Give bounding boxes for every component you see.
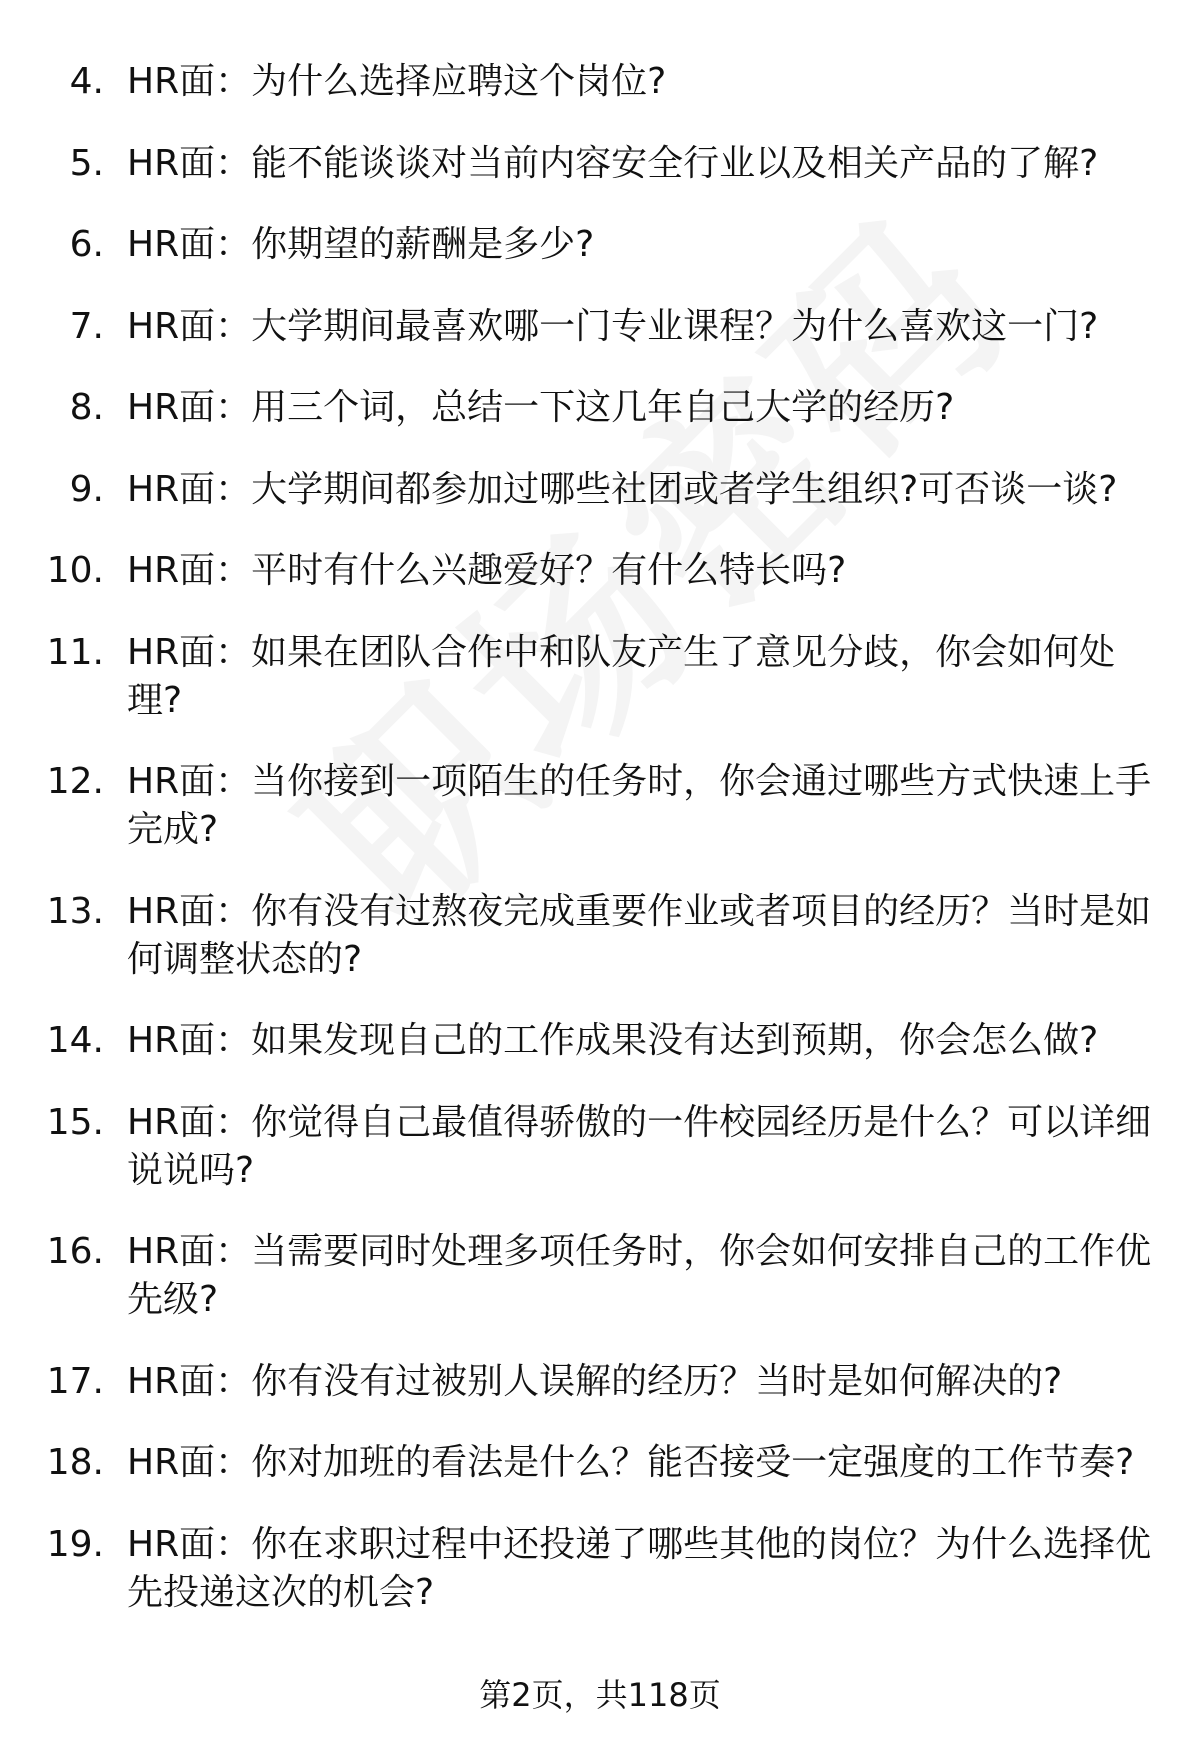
question-number: 15. [46,1101,104,1143]
question-number: 10. [46,550,104,591]
question-item [0,758,1200,854]
question-item [0,888,1200,984]
question-item [0,1358,1200,1406]
question-number: 5. [69,142,104,184]
question-number: 8. [69,387,104,428]
question-item [0,58,1200,106]
question-item [0,140,1200,188]
question-number: 7. [69,305,104,347]
page-footer: 第2页，共118页 [479,1676,721,1714]
question-number: 16. [46,1231,104,1272]
question-number: 17. [46,1360,104,1402]
question-number: 4. [69,61,104,102]
question-item [0,629,1200,725]
question-text: HR面：为什么选择应聘这个岗位? [127,61,667,102]
question-text: HR面：你有没有过熬夜完成重要作业或者项目的经历？当时是如何调整状态的? [127,890,1152,980]
question-number: 13. [46,890,104,932]
question-number: 12. [46,761,104,802]
question-item [0,466,1200,514]
question-text: HR面：用三个词，总结一下这几年自己大学的经历? [127,387,955,428]
question-item [0,303,1200,351]
question-text: HR面：大学期间最喜欢哪一门专业课程？为什么喜欢这一门? [127,305,1099,347]
question-text: HR面：你觉得自己最值得骄傲的一件校园经历是什么？可以详细说说吗? [127,1101,1152,1191]
question-number: 18. [46,1442,104,1483]
question-list [0,58,1200,1650]
question-text: HR面：你有没有过被别人误解的经历？当时是如何解决的? [127,1360,1063,1402]
question-text: HR面：你期望的薪酬是多少? [127,224,595,265]
question-number: 6. [69,224,104,265]
question-text: HR面：你对加班的看法是什么？能否接受一定强度的工作节奏? [127,1442,1135,1483]
question-text: HR面：平时有什么兴趣爱好？有什么特长吗? [127,550,847,591]
question-number: 19. [46,1523,104,1565]
question-item [0,1228,1200,1324]
question-text: HR面：如果发现自己的工作成果没有达到预期，你会怎么做? [127,1020,1099,1061]
question-item [0,384,1200,432]
question-number: 14. [46,1020,104,1061]
question-text: HR面：当你接到一项陌生的任务时，你会通过哪些方式快速上手完成? [127,761,1152,850]
question-text: HR面：大学期间都参加过哪些社团或者学生组织?可否谈一谈? [127,468,1118,510]
question-text: HR面：能不能谈谈对当前内容安全行业以及相关产品的了解? [127,142,1099,184]
question-item [0,1439,1200,1487]
question-text: HR面：如果在团队合作中和队友产生了意见分歧，你会如何处理? [127,631,1116,721]
question-number: 11. [46,631,104,673]
question-text: HR面：当需要同时处理多项任务时，你会如何安排自己的工作优先级? [127,1231,1152,1320]
question-item [0,1521,1200,1617]
question-number: 9. [69,468,104,510]
question-item [0,1099,1200,1195]
question-text: HR面：你在求职过程中还投递了哪些其他的岗位？为什么选择优先投递这次的机会? [127,1523,1152,1613]
question-item [0,1017,1200,1065]
question-item [0,221,1200,269]
question-item [0,547,1200,595]
